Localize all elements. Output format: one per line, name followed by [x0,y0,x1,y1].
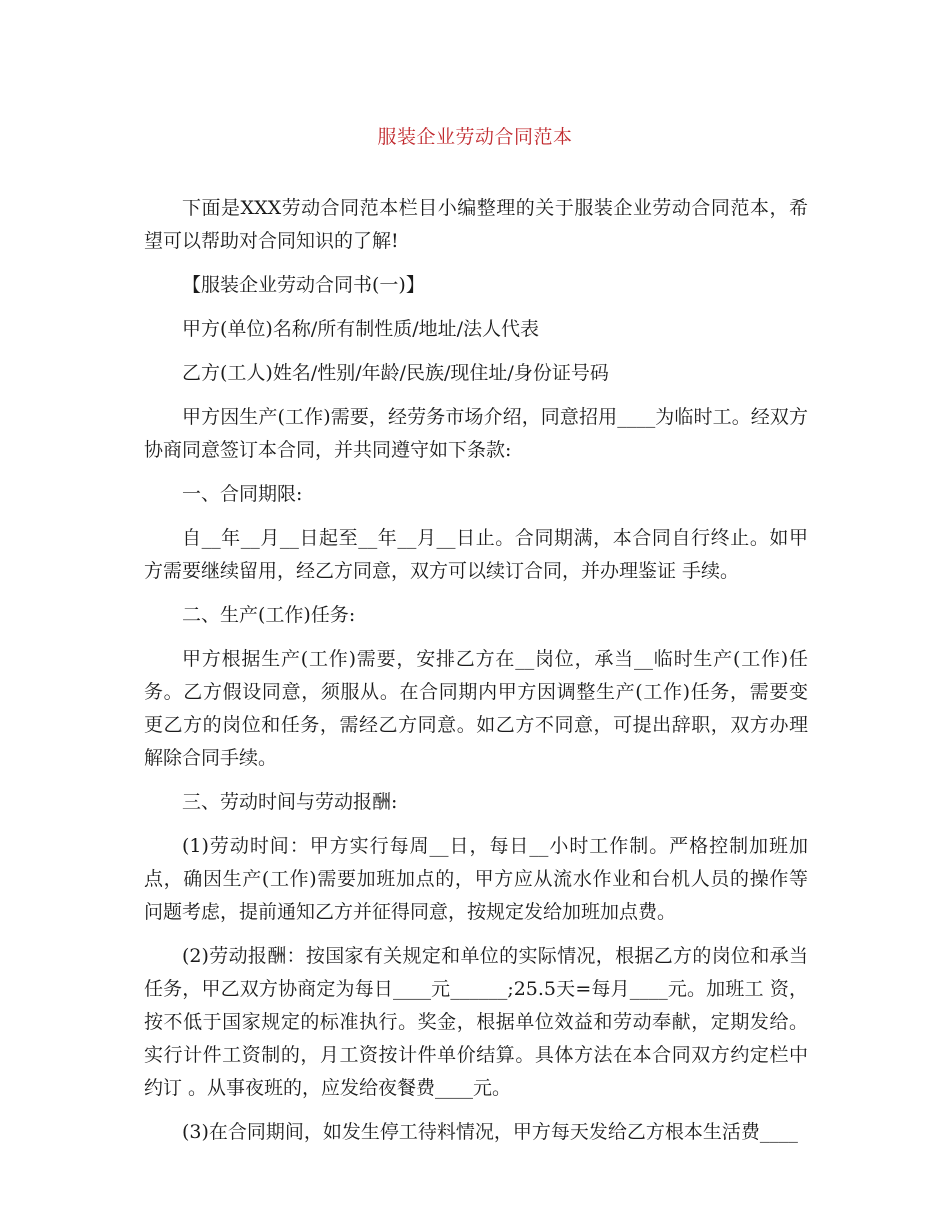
document-title: 服装企业劳动合同范本 [377,126,573,148]
paragraph-section-heading: 【服装企业劳动合同书(一)】 [182,274,425,296]
heading-contract-term: 一、合同期限: [182,483,303,505]
paragraph-work-task: 甲方根据生产(工作)需要，安排乙方在__岗位，承当__临时生产(工作)任务。乙方假设同意，须服从。在合同期内甲方因调整生产(工作)任务，需要变 更乙方的岗位和任务，需经乙方同意。如乙方不同意，可提出辞职，双方办理解除合同手续。 [144,648,808,769]
paragraph-preamble: 甲方因生产(工作)需要，经劳务市场介绍，同意招用____为临时工。经双方协商同意签订本合同，并共同遵守如下条款: [144,406,808,461]
paragraph-remuneration: (2)劳动报酬：按国家有关规定和单位的实际情况，根据乙方的岗位和承当任务，甲乙双方协商定为每日____元______;25.5天=每月____元。加班工 资，按不低于国家规定的标准执行。奖金，根据单位效益和劳动奉献，定期发给。 实行计件工资制的，月工资按计件单价结算。具体方法在本合同双方约定栏中约订 。从事夜班的，应发给夜餐费____元。 [144,945,808,1099]
paragraph-party-b: 乙方(工人)姓名/性别/年龄/民族/现住址/身份证号码 [182,362,609,384]
heading-work-task: 二、生产(工作)任务: [182,604,356,626]
heading-hours-pay: 三、劳动时间与劳动报酬: [182,791,398,813]
paragraph-working-hours: (1)劳动时间：甲方实行每周__日，每日__小时工作制。严格控制加班加点，确因生产(工作)需要加班加点的，甲方应从流水作业和台机人员的操作等 问题考虑，提前通知乙方并征得同意，按规定发给加班加点费。 [144,835,808,923]
paragraph-stoppage: (3)在合同期间，如发生停工待料情况，甲方每天发给乙方根本生活费____ [182,1121,798,1143]
paragraph-intro: 下面是XXX劳动合同范本栏目小编整理的关于服装企业劳动合同范本，希望可以帮助对合同知识的了解! [144,197,808,252]
document-body [144,192,808,1160]
paragraph-contract-term: 自__年__月__日起至__年__月__日止。合同期满，本合同自行终止。如甲方需要继续留用，经乙方同意，双方可以续订合同，并办理鉴证 手续。 [144,527,808,582]
paragraph-party-a: 甲方(单位)名称/所有制性质/地址/法人代表 [182,318,540,340]
